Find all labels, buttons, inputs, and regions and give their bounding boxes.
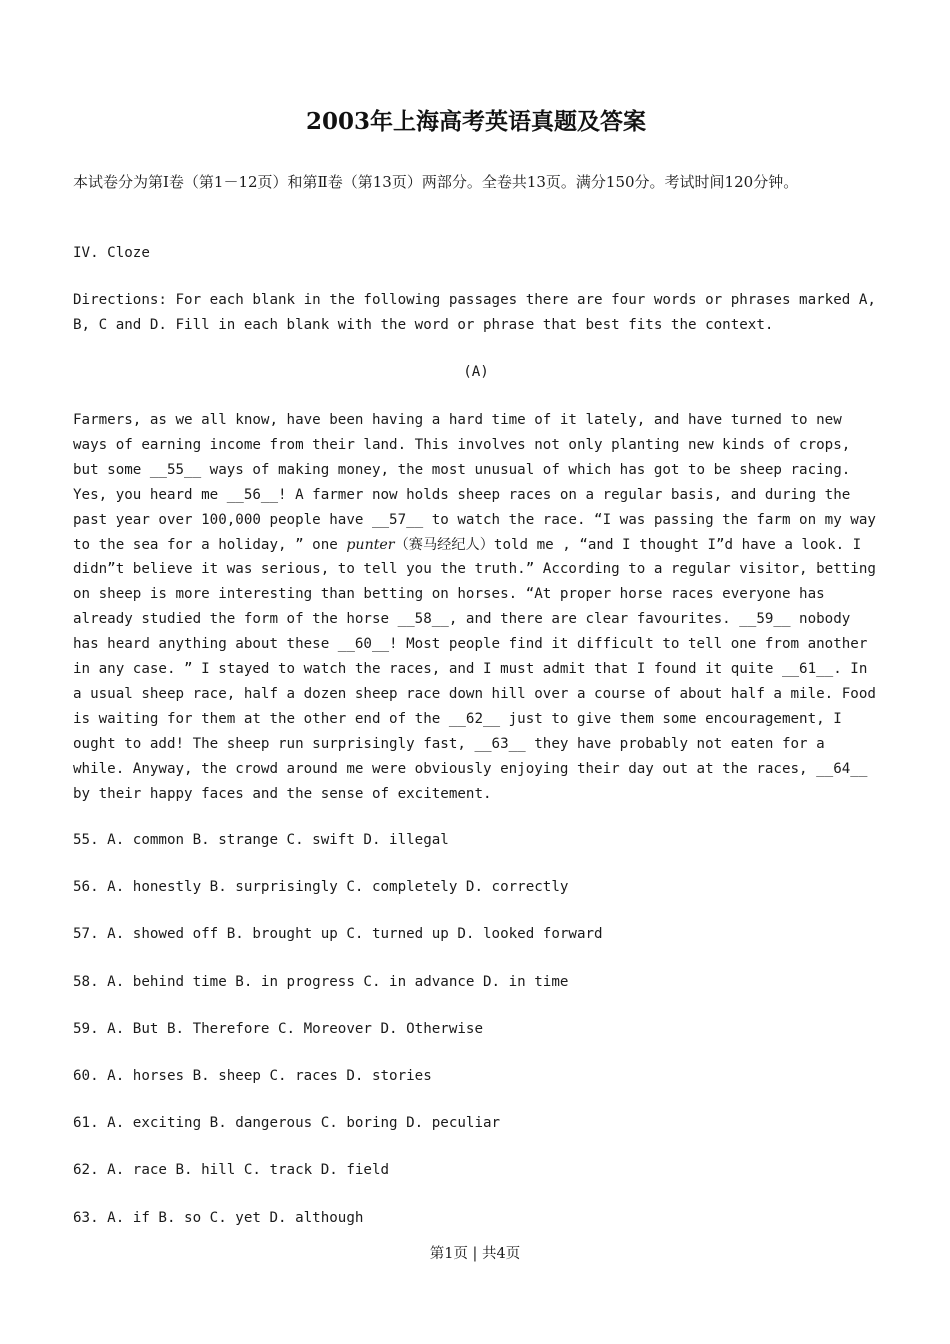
question-55: 55. A. common B. strange C. swift D. illegal: [73, 832, 449, 848]
passage-label: (A): [463, 364, 489, 380]
section-heading: IV. Cloze: [73, 245, 150, 261]
passage-part-2: （赛马经纪人）told me , “and I thought I”d have a look. I didn”t believe it was serious, to tell you the truth.” According to a regular visitor, betting on sheep is more interesting than betting on horses. “At proper horse races everyone has already studied the form of the horse __58__, and there are clear favourites. __59__ nobody has heard anything about these __60__! Most people find it difficult to tell one from another in any case. ” I stayed to watch the races, and I must admit that I found it quite __61__. In a usual sheep race, half a dozen sheep race down hill over a course of about half a mile. Food is waiting for them at the other end of the __62__ just to give them some encouragement, I ought to add! The sheep run surprisingly fast, __63__ they have probably not eaten for a while. Anyway, the crowd around me were obviously enjoying their day out at the races, __64__ by their happy faces and the sense of excitement.: [73, 536, 876, 802]
question-59: 59. A. But B. Therefore C. Moreover D. Otherwise: [73, 1021, 483, 1037]
question-62: 62. A. race B. hill C. track D. field: [73, 1162, 390, 1178]
passage-part-1: Farmers, as we all know, have been having a hard time of it lately, and have turned to new ways of earning income from their land. This involves not only planting new kinds of crops, but some __55__ ways of making money, the most unusual of which has got to be sheep racing. Yes, you heard me __56__! A farmer now holds sheep races on a regular basis, and during the past year over 100,000 people have __57__ to watch the race. “I was passing the farm on my way to the sea for a holiday, ” one: [73, 412, 876, 553]
page-title: 2003年上海高考英语真题及答案: [305, 108, 646, 135]
page-footer: 第1页 | 共4页: [429, 1246, 521, 1262]
cloze-passage: [73, 408, 879, 807]
question-57: 57. A. showed off B. brought up C. turned up D. looked forward: [73, 926, 603, 942]
directions-text: Directions: For each blank in the following passages there are four words or phrases marked A, B, C and D. Fill in each blank with the word or phrase that best fits the context.: [73, 292, 876, 333]
question-63: 63. A. if B. so C. yet D. although: [73, 1210, 364, 1226]
passage-italic-word: punter: [346, 536, 395, 553]
question-56: 56. A. honestly B. surprisingly C. completely D. correctly: [73, 879, 569, 895]
question-61: 61. A. exciting B. dangerous C. boring D. peculiar: [73, 1115, 501, 1131]
exam-intro: 本试卷分为第Ⅰ卷（第1－12页）和第Ⅱ卷（第13页）两部分。全卷共13页。满分150分。考试时间120分钟。: [73, 173, 799, 191]
question-60: 60. A. horses B. sheep C. races D. stories: [73, 1068, 432, 1084]
question-58: 58. A. behind time B. in progress C. in advance D. in time: [73, 974, 569, 990]
